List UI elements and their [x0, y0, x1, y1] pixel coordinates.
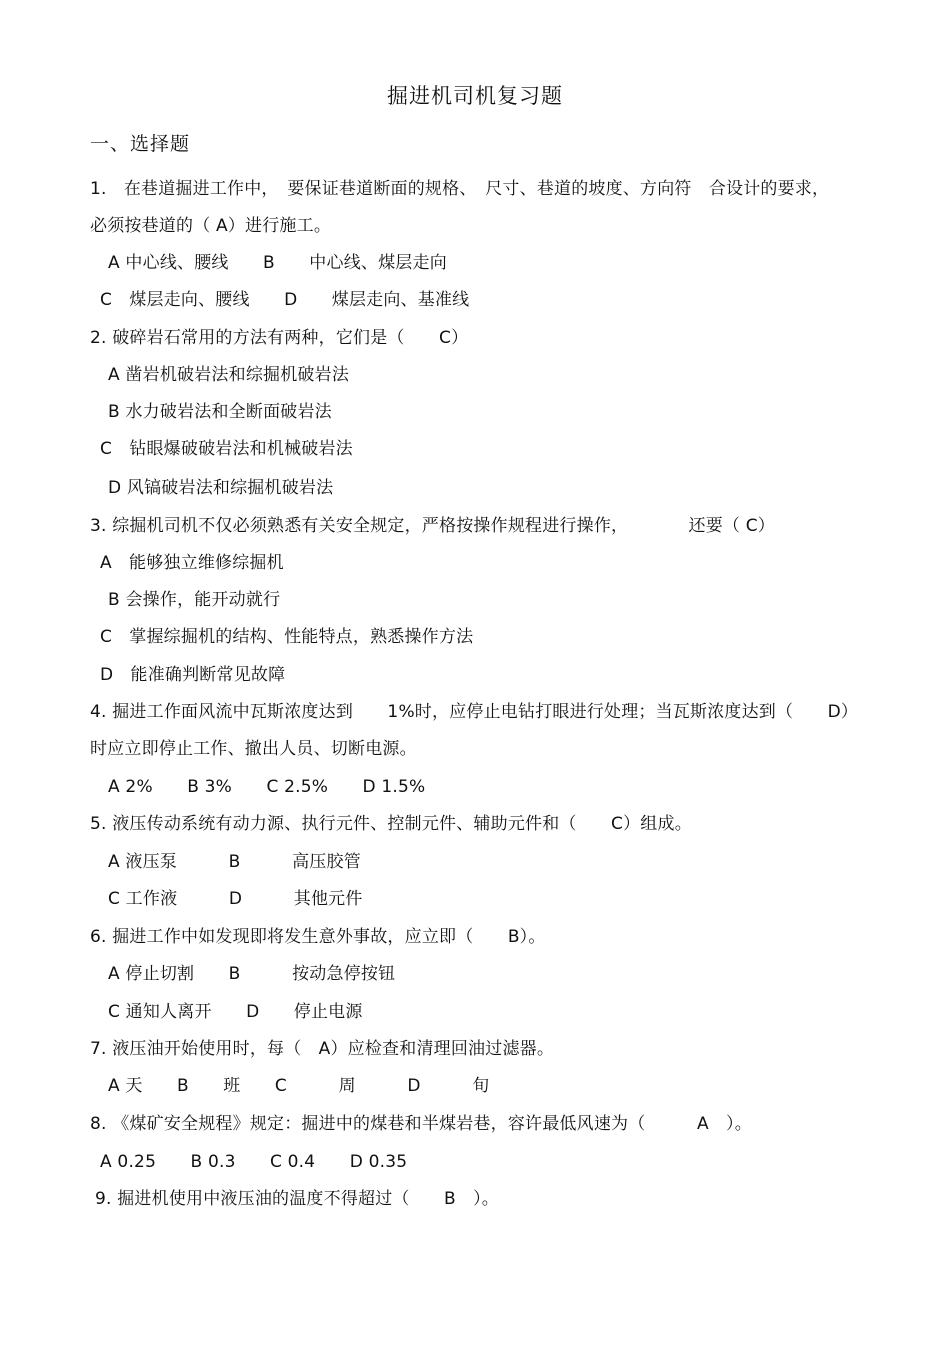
question-4-text: 4. 掘进工作面风流中瓦斯浓度达到 1%时，应停止电钻打眼进行处理；当瓦斯浓度达到（ D）	[90, 702, 859, 722]
question-5-options-ab: A 液压泵 B 高压胶管	[108, 852, 361, 872]
question-1-options-cd: C 煤层走向、腰线 D 煤层走向、基准线	[100, 290, 470, 310]
question-3-option-c: C 掌握综掘机的结构、性能特点，熟悉操作方法	[100, 627, 474, 647]
question-6-options-ab: A 停止切割 B 按动急停按钮	[108, 964, 396, 984]
question-2-option-b: B 水力破岩法和全断面破岩法	[108, 402, 332, 422]
question-1-text: 1. 在巷道掘进工作中， 要保证巷道断面的规格、 尺寸、巷道的坡度、方向符 合设计的要求，	[90, 179, 830, 199]
question-2-option-d: D 风镐破岩法和综掘机破岩法	[108, 478, 334, 498]
question-9-text: 9. 掘进机使用中液压油的温度不得超过（ B ）。	[95, 1189, 499, 1209]
question-6-options-cd: C 通知人离开 D 停止电源	[108, 1002, 363, 1022]
question-7-text: 7. 液压油开始使用时，每（ A）应检查和清理回油过滤器。	[90, 1039, 555, 1059]
question-5-options-cd: C 工作液 D 其他元件	[108, 889, 363, 909]
question-4-options: A 2% B 3% C 2.5% D 1.5%	[108, 777, 426, 797]
section-heading: 一、选择题	[90, 133, 191, 155]
question-2-option-a: A 凿岩机破岩法和综掘机破岩法	[108, 365, 350, 385]
question-4-text-cont: 时应立即停止工作、撤出人员、切断电源。	[90, 739, 417, 759]
question-1-options-ab: A 中心线、腰线 B 中心线、煤层走向	[108, 253, 447, 273]
question-5-text: 5. 液压传动系统有动力源、执行元件、控制元件、辅助元件和（ C）组成。	[90, 814, 692, 834]
question-8-text: 8. 《煤矿安全规程》规定：掘进中的煤巷和半煤岩巷，容许最低风速为（ A ）。	[90, 1114, 752, 1134]
question-8-options: A 0.25 B 0.3 C 0.4 D 0.35	[100, 1152, 408, 1172]
document-title: 掘进机司机复习题	[387, 84, 563, 108]
question-3-option-a: A 能够独立维修综掘机	[100, 553, 284, 573]
question-7-options: A 天 B 班 C 周 D 旬	[108, 1076, 490, 1096]
question-2-option-c: C 钻眼爆破破岩法和机械破岩法	[100, 439, 353, 459]
question-3-option-b: B 会操作，能开动就行	[108, 590, 281, 610]
question-3-text: 3. 综掘机司机不仅必须熟悉有关安全规定，严格按操作规程进行操作， 还要（ C）	[90, 516, 775, 536]
question-6-text: 6. 掘进工作中如发现即将发生意外事故，应立即（ B）。	[90, 927, 546, 947]
question-2-text: 2. 破碎岩石常用的方法有两种，它们是（ C）	[90, 328, 469, 348]
question-3-option-d: D 能准确判断常见故障	[100, 665, 286, 685]
question-1-text-cont: 必须按巷道的（ A）进行施工。	[90, 216, 332, 236]
